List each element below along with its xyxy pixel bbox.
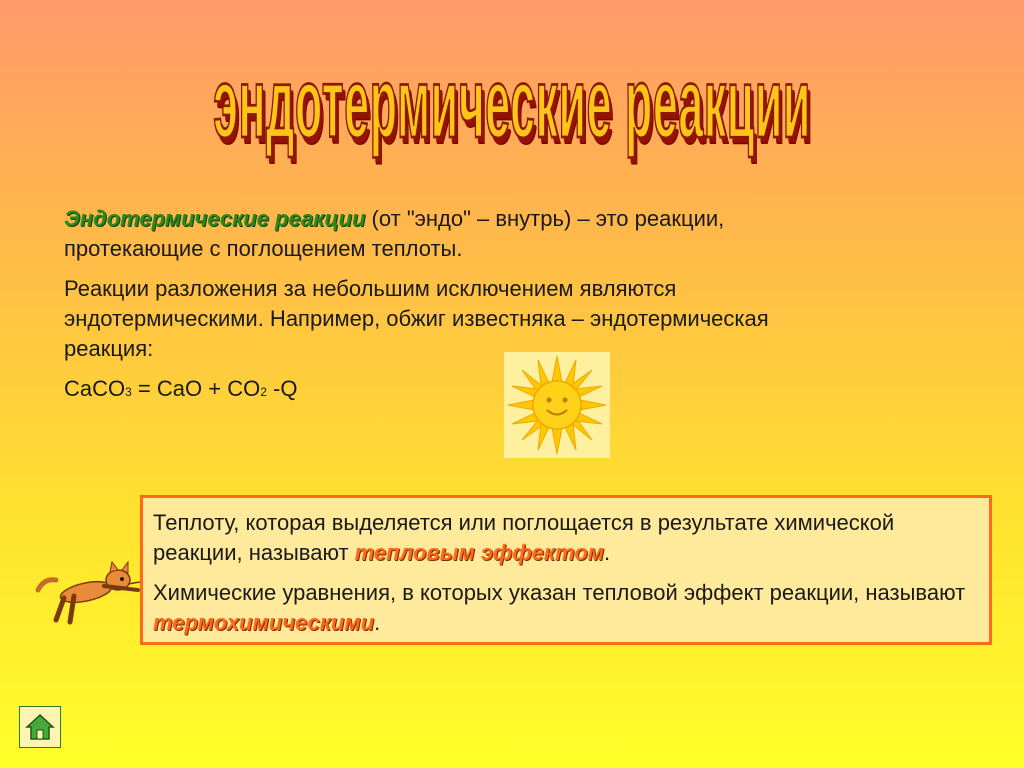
thermochemical-paragraph (153, 578, 979, 638)
definition-paragraph (64, 204, 864, 264)
heat-effect-box (140, 495, 992, 645)
term-thermochemical: термохимическими (153, 610, 375, 635)
heat-effect-text: Теплоту, которая выделяется или поглощается в результате химической реакции, называют (153, 510, 895, 565)
thermochemical-text: Химические уравнения, в которых указан тепловой эффект реакции, называют (153, 580, 966, 605)
slide-title-text: эндотермические реакции (213, 48, 811, 160)
formula-sub-1: 3 (125, 385, 132, 399)
heat-effect-period: . (604, 540, 611, 565)
definition-text: (от "эндо" – внутрь) – это реакции, протекающие с поглощением теплоты. (64, 206, 725, 261)
formula-part-2: = CaO + CO (131, 376, 261, 401)
cat-icon (34, 560, 142, 630)
decomposition-paragraph: Реакции разложения за небольшим исключением являются эндотермическими. Например, обжиг известняка – эндотермическая реакция: (64, 276, 769, 361)
term-heat-effect: тепловым эффектом (354, 540, 605, 565)
home-button[interactable] (19, 706, 61, 748)
slide-title (0, 44, 1024, 164)
reaction-formula (64, 374, 864, 407)
body-text (64, 204, 864, 417)
sun-icon (504, 352, 610, 458)
heat-effect-paragraph (153, 508, 979, 568)
formula-part-1: CaCO (64, 376, 126, 401)
formula-part-3: -Q (266, 376, 298, 401)
home-icon (25, 712, 55, 742)
term-endothermic: Эндотермические реакции (64, 206, 366, 231)
thermochemical-period: . (374, 610, 381, 635)
formula-sub-2: 2 (260, 385, 267, 399)
